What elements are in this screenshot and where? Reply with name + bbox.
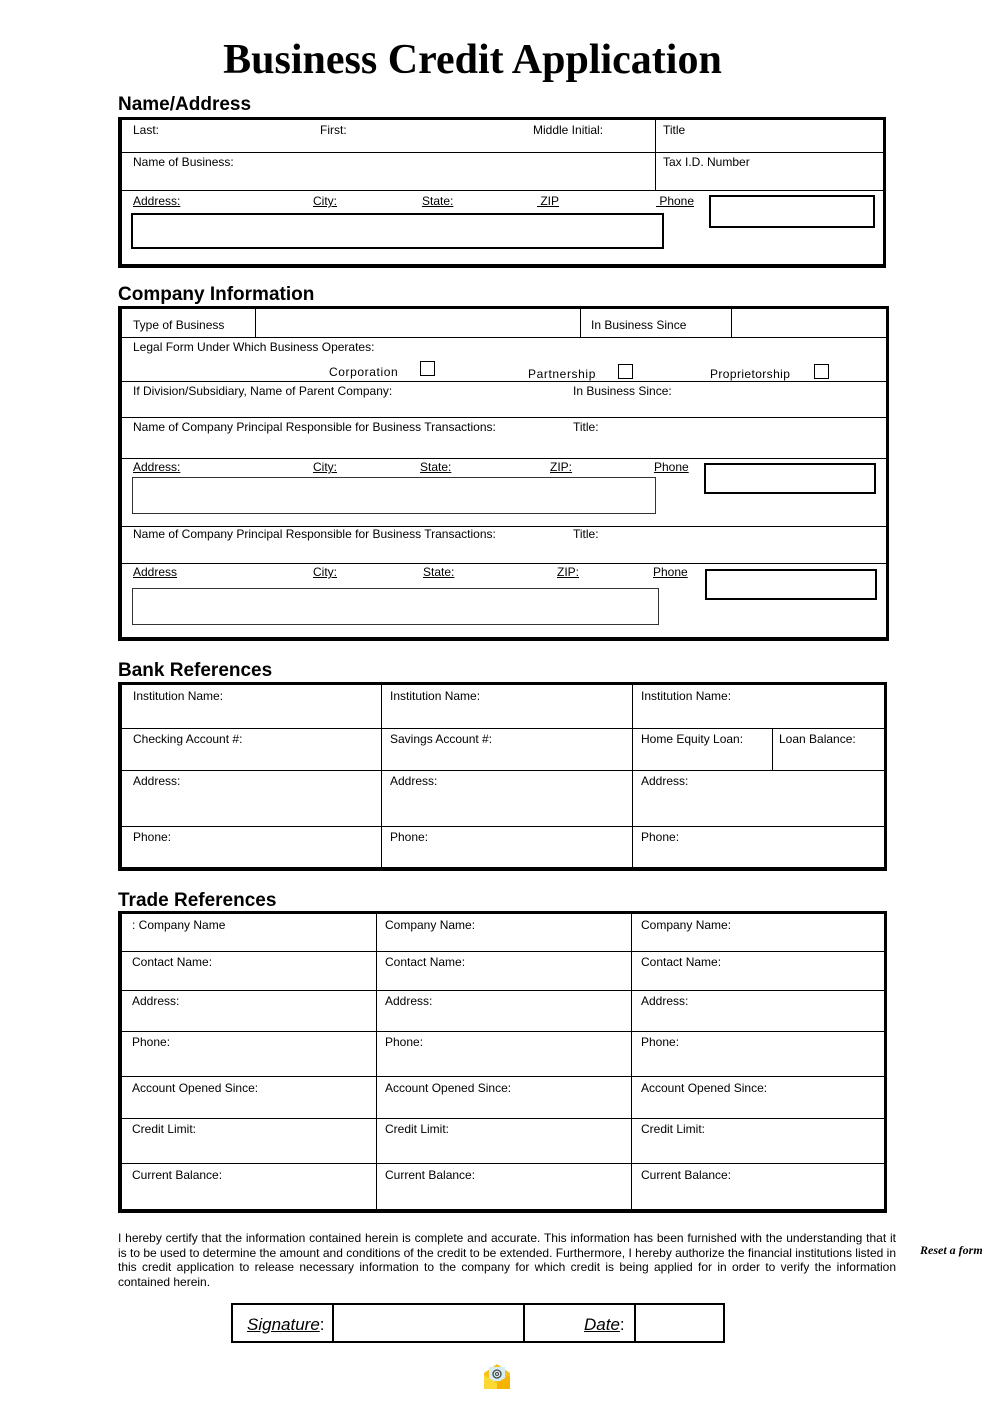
principal-2-city-label: City: [313,565,337,579]
corporation-checkbox[interactable] [420,361,435,376]
in-business-since-input[interactable] [733,309,885,337]
trade-2-company-label: Company Name: [385,918,476,932]
checking-account-label: Checking Account #: [133,732,243,746]
trade-3-phone-label: Phone: [641,1035,680,1049]
tax-id-label: Tax I.D. Number [663,155,750,169]
bank-2-address-label: Address: [390,774,438,788]
trade-2-opened-label: Account Opened Since: [385,1081,512,1095]
trade-1-credit-limit-label: Credit Limit: [132,1122,197,1136]
certification-text: I hereby certify that the information contained herein is complete and accurate. This information has been furnished with the understanding that it is to be used to determine the amount and conditions of the credit to be extended. Furthermore, I hereby authorize the financial institutions listed in this credit application to release necessary information to the company for which credit is being applied for in order to verify the information contained herein. [118,1231,896,1289]
parent-in-business-since-label: In Business Since: [573,384,672,398]
date-label-wrap [584,1315,625,1335]
section-heading-bank-refs: Bank References [118,660,273,681]
bank-1-phone-label: Phone: [133,830,172,844]
first-name-label: First: [320,123,347,137]
zip-label: ZIP [537,194,560,208]
address-label: Address: [133,194,181,208]
trade-3-contact-label: Contact Name: [641,955,722,969]
bank-references-section [118,682,887,871]
bank-3-institution-label: Institution Name: [641,689,732,703]
company-info-section [118,306,889,641]
principal-1-label: Name of Company Principal Responsible for Business Transactions: [133,420,496,434]
trade-1-opened-label: Account Opened Since: [132,1081,259,1095]
principal-1-phone-label: Phone [654,460,689,474]
home-equity-loan-label: Home Equity Loan: [641,732,744,746]
date-label: Date [584,1315,620,1334]
date-input[interactable] [636,1305,723,1341]
principal-2-zip-label: ZIP: [557,565,580,579]
city-label: City: [313,194,337,208]
proprietorship-label: Proprietorship [710,367,791,381]
principal-2-address-input[interactable] [132,588,659,625]
legal-form-label: Legal Form Under Which Business Operates: [133,340,375,354]
trade-2-balance-label: Current Balance: [385,1168,476,1182]
trade-3-company-label: Company Name: [641,918,732,932]
principal-2-title-label: Title: [573,527,599,541]
trade-3-address-label: Address: [641,994,689,1008]
trade-references-section [118,911,887,1213]
principal-2-state-label: State: [423,565,455,579]
proprietorship-checkbox[interactable] [814,364,829,379]
business-name-label: Name of Business: [133,155,234,169]
bank-3-address-label: Address: [641,774,689,788]
corporation-label: Corporation [329,365,399,379]
principal-1-zip-label: ZIP: [550,460,573,474]
trade-3-credit-limit-label: Credit Limit: [641,1122,706,1136]
signature-input[interactable] [334,1305,523,1341]
title-label: Title [663,123,686,137]
middle-initial-label: Middle Initial: [533,123,604,137]
principal-1-title-label: Title: [573,420,599,434]
trade-2-credit-limit-label: Credit Limit: [385,1122,450,1136]
reset-form-button[interactable]: Reset a form [920,1243,983,1257]
section-heading-company-info: Company Information [118,284,315,305]
trade-3-balance-label: Current Balance: [641,1168,732,1182]
signature-label: Signature [247,1315,320,1334]
trade-2-contact-label: Contact Name: [385,955,466,969]
loan-balance-label: Loan Balance: [779,732,856,746]
principal-1-address-label: Address: [133,460,181,474]
principal-2-phone-label: Phone [653,565,688,579]
principal-1-address-input[interactable] [132,477,656,514]
principal-2-label: Name of Company Principal Responsible for Business Transactions: [133,527,496,541]
last-name-label: Last: [133,123,160,137]
type-of-business-label: Type of Business [133,318,225,332]
type-of-business-input[interactable] [257,309,579,337]
name-address-section [118,117,886,268]
in-business-since-label: In Business Since [591,318,687,332]
signature-date-box [231,1303,725,1343]
trade-1-company-label: : Company Name [132,918,226,932]
trade-2-address-label: Address: [385,994,433,1008]
state-label: State: [422,194,454,208]
date-colon: : [619,1315,625,1334]
page-title: Business Credit Application [223,37,722,83]
phone-input[interactable] [709,195,875,228]
bank-2-institution-label: Institution Name: [390,689,481,703]
bank-2-phone-label: Phone: [390,830,429,844]
trade-1-contact-label: Contact Name: [132,955,213,969]
savings-account-label: Savings Account #: [390,732,493,746]
principal-1-phone-input[interactable] [704,463,876,494]
phone-label: Phone [656,194,695,208]
email-envelope-icon[interactable] [482,1361,512,1391]
trade-1-phone-label: Phone: [132,1035,171,1049]
principal-2-phone-input[interactable] [705,569,877,600]
trade-3-opened-label: Account Opened Since: [641,1081,768,1095]
signature-label-wrap [247,1315,325,1335]
parent-company-label: If Division/Subsidiary, Name of Parent Company: [133,384,393,398]
principal-1-city-label: City: [313,460,337,474]
principal-1-state-label: State: [420,460,452,474]
signature-colon: : [319,1315,325,1334]
principal-2-address-label: Address [133,565,178,579]
bank-1-institution-label: Institution Name: [133,689,224,703]
bank-3-phone-label: Phone: [641,830,680,844]
section-heading-trade-refs: Trade References [118,890,277,911]
trade-1-balance-label: Current Balance: [132,1168,223,1182]
partnership-label: Partnership [528,367,596,381]
address-input[interactable] [131,213,664,249]
bank-1-address-label: Address: [133,774,181,788]
section-heading-name-address: Name/Address [118,94,252,115]
trade-2-phone-label: Phone: [385,1035,424,1049]
trade-1-address-label: Address: [132,994,180,1008]
partnership-checkbox[interactable] [618,364,633,379]
